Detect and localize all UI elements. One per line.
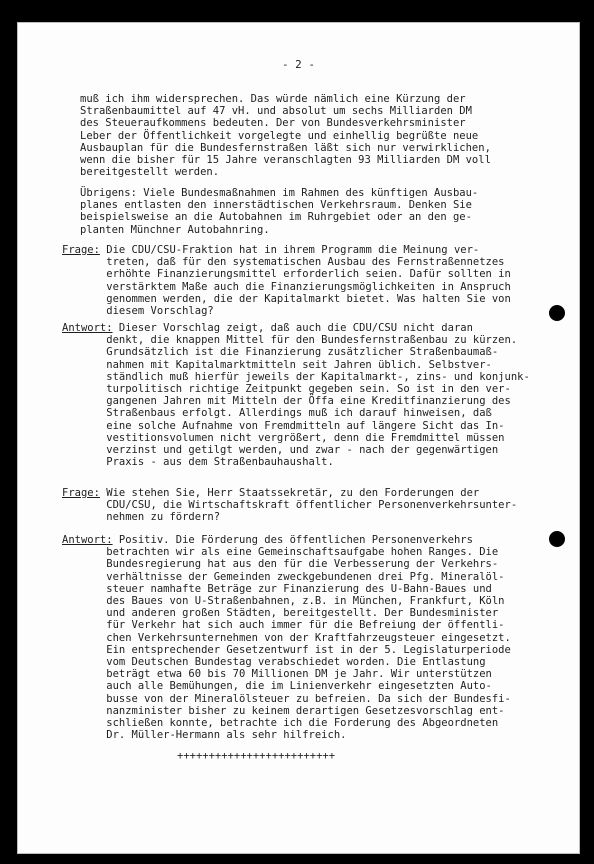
question-label: Frage: <box>62 244 100 256</box>
question-label: Frage: <box>62 487 100 499</box>
document-page <box>17 22 580 854</box>
paragraph-uebrigens: Übrigens: Viele Bundesmaßnahmen im Rahmen des künftigen Ausbau- planes entlasten den innerstädtischen Verkehrsraum. Denken Sie beispielsweise an die Autobahnen im Ruhrgebiet oder an den ge- planten Münchner Autobahnring. <box>80 187 479 236</box>
answer-1 <box>62 322 562 468</box>
answer-text: Positiv. Die Förderung des öffentlichen Personenverkehrs betrachten wir als eine Gemeinschaftsaufgabe hohen Ranges. Die Bundesregierung hat aus den für die Verbesserung der Verkehrs- verhältnisse der Gemeinden zweckgebundenen drei Pfg. Mineralöl- steuer namhafte Beträge zur Finanzierung des U-Bahn-Baues und des Baues von U-Straßenbahnen, z.B. in München, Frankfurt, Köln und anderen großen Städten, bereitgestellt. Der Bundesminister für Verkehr hat sich auch immer für die Befreiung der öffentli- chen Verkehrsunternehmen von der Kraftfahrzeugsteuer eingesetzt. Ein entsprechender Gesetzentwurf ist in der 5. Legislaturperiode vom Deutschen Bundestag verabschiedet worden. Die Entlastung beträgt etwa 60 bis 70 Millionen DM je Jahr. Wir unterstützen auch alle Bemühungen, die im Linienverkehr eingesetzten Auto- busse von der Mineralölsteuer zu befreien. Da sich der Bundesfi- nanzminister bisher zu keinem derartigen Gesetzesvorschlag ent- schließen konnte, betrachte ich die Forderung des Abgeordneten Dr. Müller-Hermann als sehr hilfreich. <box>106 534 511 742</box>
answer-label: Antwort: <box>62 322 113 334</box>
punch-hole <box>549 305 565 321</box>
punch-hole <box>549 531 565 547</box>
question-2 <box>62 487 562 524</box>
question-text: Wie stehen Sie, Herr Staatssekretär, zu den Forderungen der CDU/CSU, die Wirtschaftskraft öffentlicher Personenverkehrsunter- nehmen zu fördern? <box>106 487 518 524</box>
question-1 <box>62 244 562 317</box>
end-mark: +++++++++++++++++++++++++ <box>177 750 336 762</box>
answer-label: Antwort: <box>62 534 113 546</box>
answer-text: Dieser Vorschlag zeigt, daß auch die CDU/CSU nicht daran denkt, die knappen Mittel für den Bundesfernstraßenbau zu kürzen. Grundsätzlich ist die Finanzierung zusätzlicher Straßenbaumaß- nahmen mit Kapitalmarktmitteln seit Jahren üblich. Selbstver- ständlich muß hierfür jeweils der Kapitalmarkt-, zins- und konjunk- turpolitisch richtige Zeitpunkt gegeben sein. So ist in den ver- gangenen Jahren mit Mitteln der Öffa eine Kreditfinanzierung des Straßenbaus erfolgt. Allerdings muß ich darauf hinweisen, daß eine solche Aufnahme von Fremdmitteln auf längere Sicht das In- vestitionsvolumen nicht vergrößert, denn die Fremdmittel müssen verzinst und getilgt werden, und zwar - nach der gegenwärtigen Praxis - aus dem Straßenbauhaushalt. <box>106 322 530 469</box>
paragraph-intro: muß ich ihm widersprechen. Das würde nämlich eine Kürzung der Straßenbaumittel auf 47 vH. und absolut um sechs Milliarden DM des Steueraufkommens bedeuten. Der von Bundesverkehrsminister Leber der Öffentlichkeit vorgelegte und einhellig begrüßte neue Ausbauplan für die Bundesfernstraßen läßt sich nur verwirklichen, wenn die bisher für 15 Jahre veranschlagten 93 Milliarden DM voll bereitgestellt werden. <box>80 93 491 179</box>
page-number: - 2 - <box>281 58 316 71</box>
answer-2 <box>62 534 562 741</box>
question-text: Die CDU/CSU-Fraktion hat in ihrem Programm die Meinung ver- treten, daß für den systematischen Ausbau des Fernstraßennetzes erhöhte Finanzierungsmittel erforderlich seien. Dafür sollten in verstärktem Maße auch die Finanzierungsmöglichkeiten in Anspruch genommen werden, die der Kapitalmarkt bietet. Was halten Sie von diesem Vorschlag? <box>106 244 511 318</box>
